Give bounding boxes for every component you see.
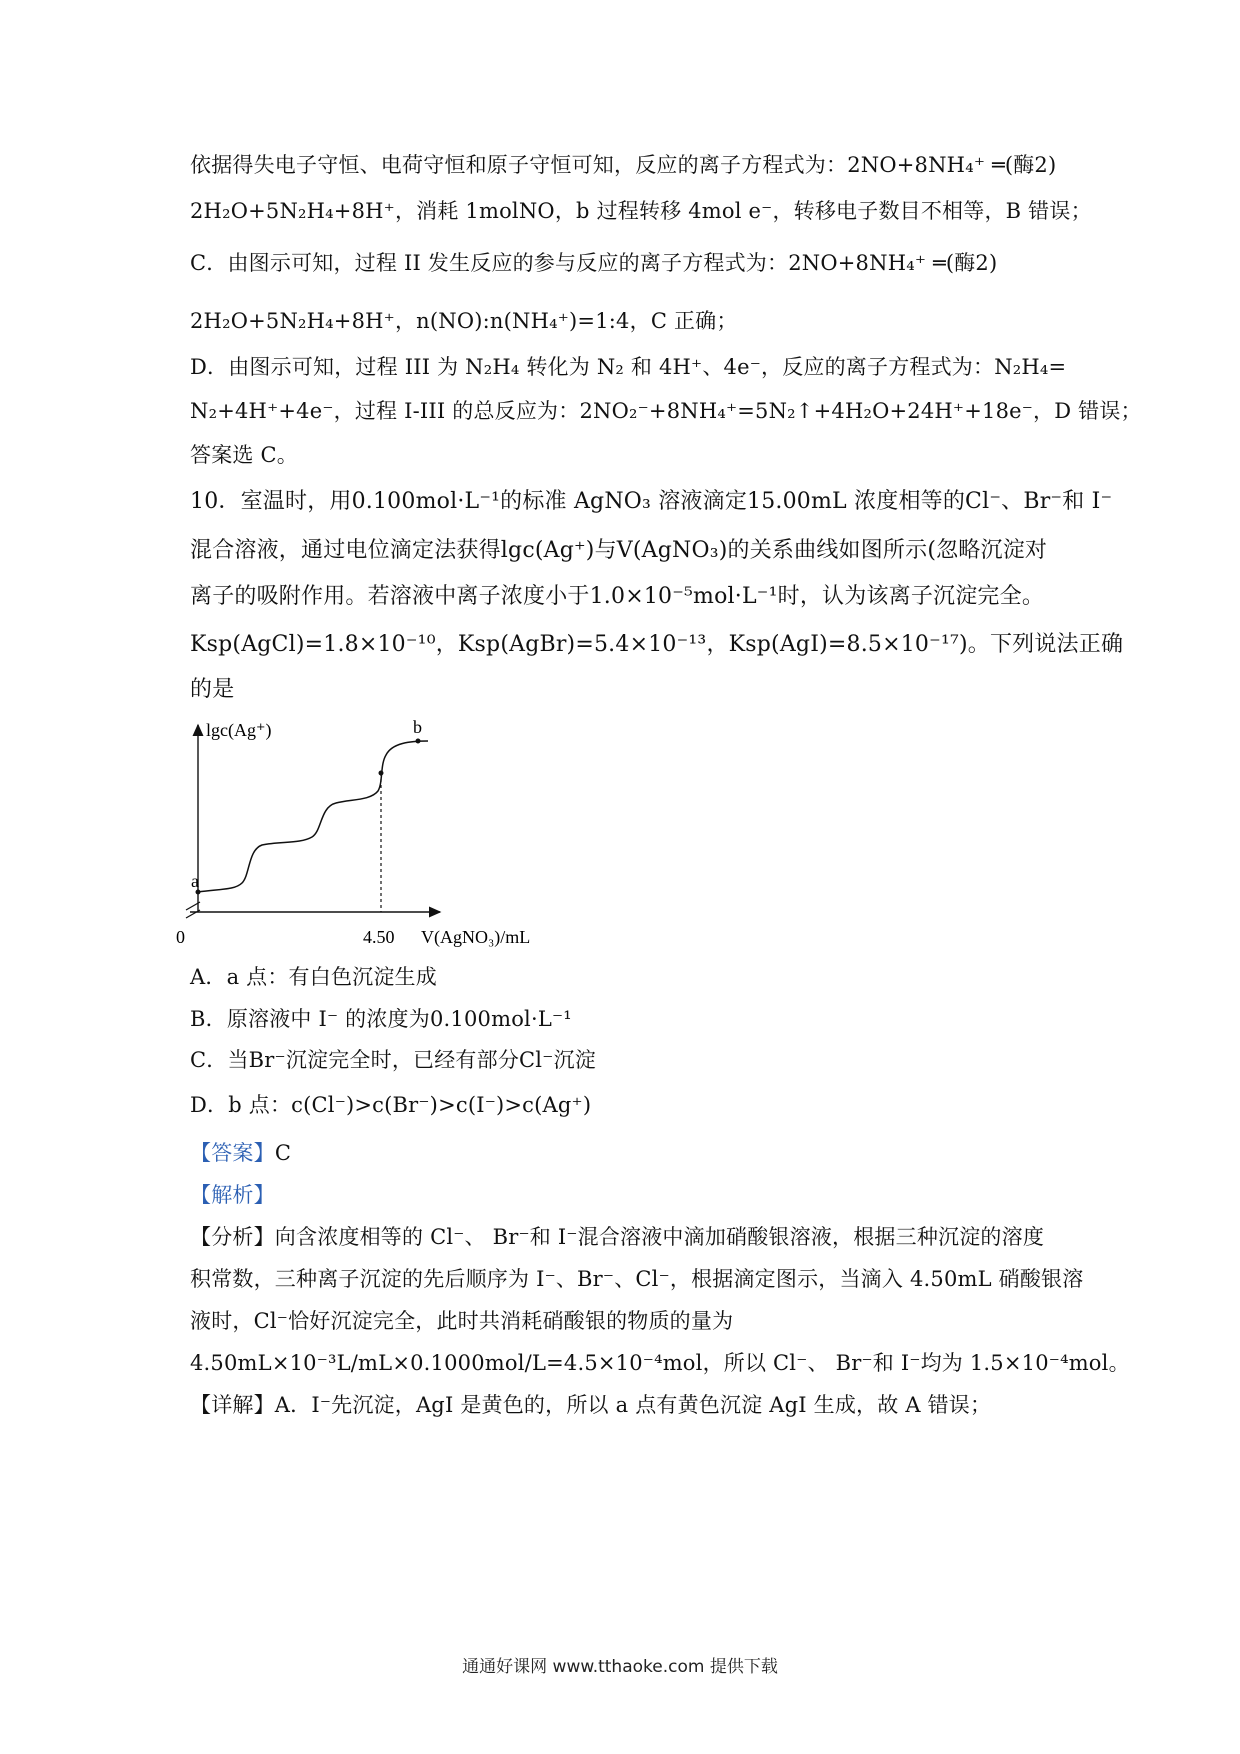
x-tick-label: 4.50	[363, 927, 395, 947]
analysis-tag: 【解析】	[190, 1183, 275, 1207]
question-stem-line: 离子的吸附作用。若溶液中离子浓度小于1.0×10⁻⁵mol·L⁻¹时，认为该离子沉淀完全。	[190, 584, 1045, 609]
analysis-line: 【详解】A．I⁻先沉淀，AgI 是黄色的，所以 a 点有黄色沉淀 AgI 生成，故 A 错误；	[190, 1393, 992, 1417]
x-axis-label: V(AgNO₃)/mL	[421, 927, 531, 947]
titration-curve	[198, 741, 428, 892]
point-a-label: a	[191, 871, 199, 891]
analysis-line: 液时，Cl⁻恰好沉淀完全，此时共消耗硝酸银的物质的量为	[190, 1309, 734, 1333]
option-d: D．b 点：c(Cl⁻)>c(Br⁻)>c(I⁻)>c(Ag⁺)	[190, 1093, 592, 1117]
option-a: A．a 点：有白色沉淀生成	[190, 965, 437, 989]
point-b-dot	[416, 739, 421, 744]
text-line: 2H₂O+5N₂H₄+8H⁺，n(NO):n(NH₄⁺)=1:4，C 正确；	[190, 309, 738, 333]
answer-line	[190, 1138, 291, 1168]
option-b: B．原溶液中 I⁻ 的浓度为0.100mol·L⁻¹	[190, 1007, 572, 1031]
option-c: C．当Br⁻沉淀完全时，已经有部分Cl⁻沉淀	[190, 1048, 596, 1072]
endpoint-dot	[379, 771, 384, 776]
answer-value: C	[274, 1141, 292, 1165]
titration-curve-figure	[176, 715, 620, 955]
y-axis-label: lgc(Ag⁺)	[206, 720, 272, 740]
question-stem-line: 混合溶液，通过电位滴定法获得lgc(Ag⁺)与V(AgNO₃)的关系曲线如图所示(忽略沉淀对	[190, 538, 1048, 563]
origin-label: 0	[176, 927, 185, 947]
analysis-line: 【分析】向含浓度相等的 Cl⁻、 Br⁻和 I⁻混合溶液中滴加硝酸银溶液，根据三种沉淀的溶度	[190, 1225, 1045, 1249]
analysis-line: 积常数，三种离子沉淀的先后顺序为 I⁻、Br⁻、Cl⁻，根据滴定图示，当滴入 4.50mL 硝酸银溶	[190, 1267, 1084, 1291]
page-footer: 通通好课网 www.tthaoke.com 提供下载	[462, 1657, 778, 1677]
text-line: 2H₂O+5N₂H₄+8H⁺，消耗 1molNO，b 过程转移 4mol e⁻，转移电子数目不相等，B 错误；	[190, 199, 1092, 223]
text-line: 答案选 C。	[190, 443, 298, 467]
answer-tag: 【答案】	[190, 1141, 275, 1165]
text-line: 依据得失电子守恒、电荷守恒和原子守恒可知，反应的离子方程式为：2NO+8NH₄⁺ ═(酶2)	[190, 153, 1057, 177]
question-stem-line: 的是	[190, 677, 235, 702]
axis-break-mark	[186, 910, 200, 918]
question-stem-line: Ksp(AgCl)=1.8×10⁻¹⁰，Ksp(AgBr)=5.4×10⁻¹³，Ksp(AgI)=8.5×10⁻¹⁷)。下列说法正确	[190, 632, 1124, 657]
text-line: N₂+4H⁺+4e⁻，过程 I-III 的总反应为：2NO₂⁻+8NH₄⁺=5N₂↑+4H₂O+24H⁺+18e⁻，D 错误；	[190, 399, 1142, 423]
point-b-label: b	[413, 717, 422, 737]
question-stem-line: 10．室温时，用0.100mol·L⁻¹的标准 AgNO₃ 溶液滴定15.00mL 浓度相等的Cl⁻、Br⁻和 I⁻	[190, 489, 1113, 514]
analysis-heading	[190, 1180, 275, 1210]
text-line: D．由图示可知，过程 III 为 N₂H₄ 转化为 N₂ 和 4H⁺、4e⁻，反应的离子方程式为：N₂H₄=	[190, 355, 1067, 379]
analysis-line: 4.50mL×10⁻³L/mL×0.1000mol/L=4.5×10⁻⁴mol，所以 Cl⁻、 Br⁻和 I⁻均为 1.5×10⁻⁴mol。	[190, 1351, 1130, 1375]
text-line: C．由图示可知，过程 II 发生反应的参与反应的离子方程式为：2NO+8NH₄⁺ ═(酶2)	[190, 251, 998, 275]
